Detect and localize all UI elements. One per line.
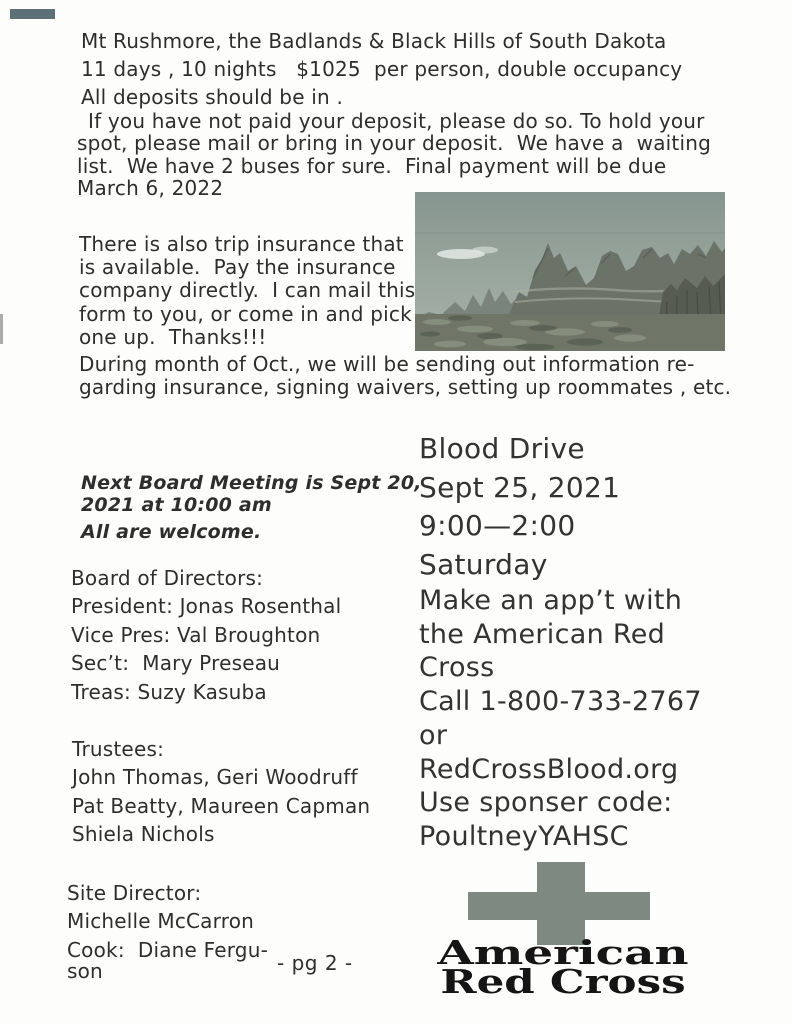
blood-drive-sponsor-label: Use sponser code: (419, 787, 673, 819)
insurance-line: form to you, or come in and pick (79, 301, 412, 326)
blood-drive-title: Blood Drive (419, 432, 585, 465)
blood-drive-phone: Call 1-800-733-2767 (419, 686, 702, 718)
blood-drive-day: Saturday (419, 547, 548, 581)
meeting-welcome-line: All are welcome. (81, 521, 262, 543)
board-member: Treas: Suzy Kasuba (71, 679, 267, 704)
trustee-names: Shiela Nichols (72, 822, 215, 847)
staff-member: Michelle McCarron (67, 909, 255, 934)
blood-drive-time: 9:00—2:00 (419, 509, 576, 542)
board-of-directors (71, 564, 341, 706)
blood-drive-details (419, 584, 702, 854)
blood-drive-sponsor-code: PoultneyYAHSC (419, 820, 629, 852)
insurance-line: company directly. I can mail this (79, 278, 416, 303)
october-line: garding insurance, signing waivers, setting up roommates , etc. (79, 375, 732, 400)
meeting-note-line: Next Board Meeting is Sept 20, (81, 472, 422, 494)
blood-drive-date: Sept 25, 2021 (419, 470, 621, 504)
logo-line: American (437, 933, 689, 972)
blood-drive-detail-line: or (419, 719, 448, 751)
trustee-names: John Thomas, Geri Woodruff (72, 765, 358, 790)
october-paragraph (79, 353, 731, 399)
blood-drive-detail-line: the American Red (419, 618, 666, 650)
blood-drive-detail-line: Cross (419, 652, 495, 684)
badlands-photo (415, 192, 725, 351)
board-meeting-note (81, 473, 422, 544)
board-heading: Board of Directors: (71, 566, 264, 590)
site-staff (67, 879, 268, 986)
board-member: President: Jonas Rosenthal (71, 594, 342, 619)
staff-member: son (67, 959, 103, 984)
american-red-cross-logo (415, 933, 711, 1001)
badlands-photo-graphic (415, 192, 725, 351)
payment-paragraph (77, 110, 711, 200)
blood-drive-detail-line: Make an app’t with (419, 585, 683, 616)
insurance-line: There is also trip insurance that (79, 232, 404, 256)
staff-heading: Site Director: (67, 881, 202, 905)
trip-title: Mt Rushmore, the Badlands & Black Hills of South Dakota (81, 29, 667, 53)
logo-line: Red Cross (440, 962, 686, 1001)
insurance-line: one up. Thanks!!! (79, 324, 267, 349)
payment-line: March 6, 2022 (77, 176, 224, 201)
board-member: Vice Pres: Val Broughton (71, 622, 321, 647)
scan-edge-smudge (0, 314, 3, 344)
payment-line: spot, please mail or bring in your deposit. We have a waiting (77, 131, 711, 156)
scan-artifact-mark (10, 9, 55, 19)
october-line: During month of Oct., we will be sending out information re- (79, 352, 695, 376)
board-member: Sec’t: Mary Preseau (71, 651, 281, 676)
trip-deposits-note: All deposits should be in . (81, 85, 344, 109)
trustee-names: Pat Beatty, Maureen Capman (72, 793, 371, 818)
insurance-line: is available. Pay the insurance (79, 255, 396, 280)
trip-announcement (81, 27, 682, 111)
staff-member: Cook: Diane Fergu- (67, 937, 268, 962)
trustees (72, 735, 370, 849)
meeting-note-line: 2021 at 10:00 am (81, 493, 272, 516)
page-number: - pg 2 - (277, 951, 353, 975)
payment-line: If you have not paid your deposit, please do so. To hold your (88, 109, 705, 133)
red-cross-icon (468, 892, 650, 920)
blood-drive-website: RedCrossBlood.org (419, 753, 679, 785)
trustees-heading: Trustees: (72, 737, 165, 761)
blood-drive-heading (419, 430, 620, 584)
trip-details: 11 days , 10 nights $1025 per person, double occupancy (81, 57, 683, 81)
insurance-paragraph (79, 233, 415, 349)
payment-line: list. We have 2 buses for sure. Final payment will be due (77, 153, 667, 178)
